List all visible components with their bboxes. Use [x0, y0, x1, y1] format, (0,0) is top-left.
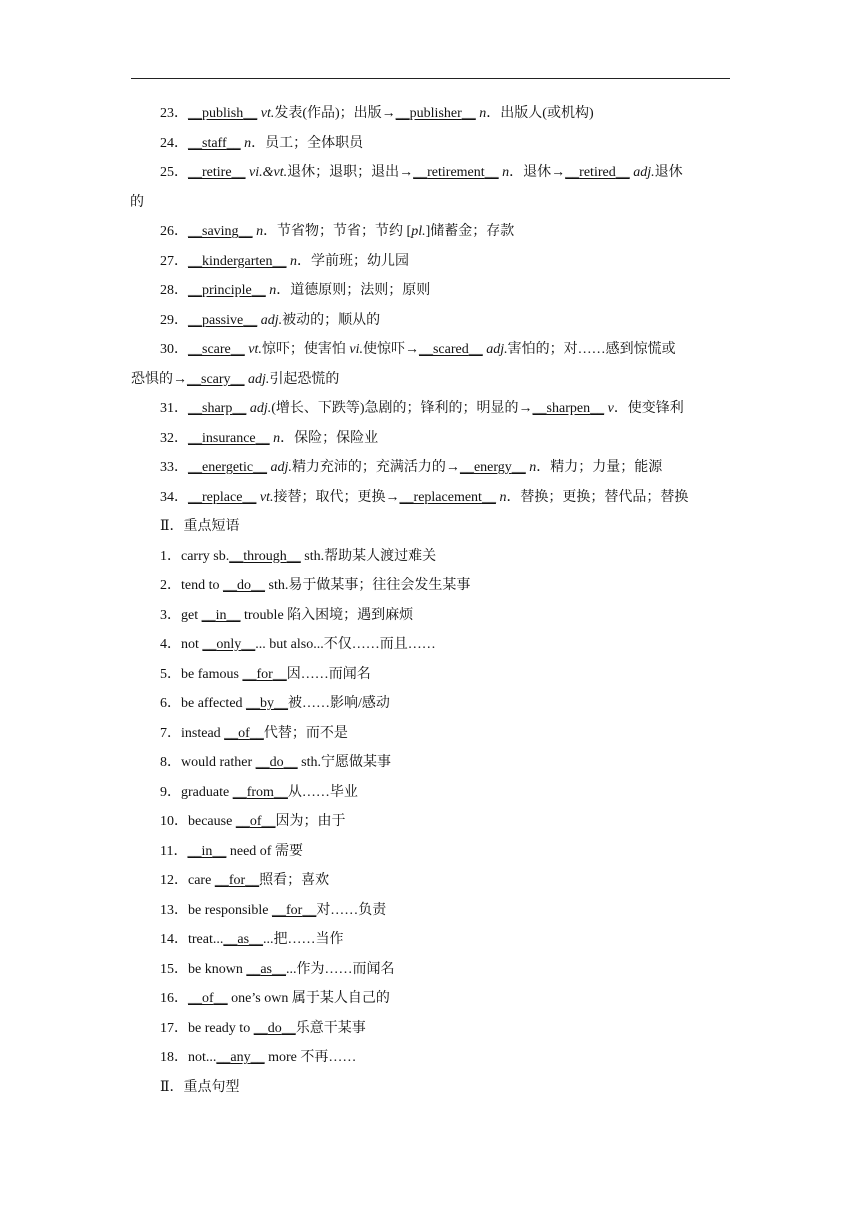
- section-heading-sentences: Ⅱ．重点句型: [160, 1079, 240, 1095]
- answer-blank: __do__: [255, 755, 298, 770]
- answer-blank: __scary__: [187, 371, 245, 387]
- answer-blank: __for__: [214, 873, 260, 888]
- answer-blank: __of__: [224, 725, 264, 741]
- vocab-item-34: 34．__replace__ vt.接替；取代；更换→__replacement__ n．替换；更换；替代品；替换: [160, 489, 689, 505]
- phrase-item: 6．be affected __by__被……影响/感动: [160, 696, 390, 711]
- answer-blank: __of__: [235, 814, 276, 829]
- section-heading-phrases: Ⅱ．重点短语: [160, 519, 240, 534]
- phrase-item: 7．instead __of__代替；而不是: [160, 725, 348, 741]
- answer-blank: __for__: [271, 902, 317, 918]
- answer-blank: __energetic__: [188, 460, 268, 475]
- answer-blank: __of__: [188, 991, 228, 1006]
- phrase-item: 12．care __for__照看；喜欢: [160, 873, 330, 888]
- phrase-item: 15．be known __as__...作为……而闻名: [160, 961, 395, 977]
- phrase-item: 1．carry sb.__through__ sth.帮助某人渡过难关: [160, 548, 437, 564]
- vocab-item-25: 25．__retire__ vi.&vt.退休；退职；退出→__retirement__ n．退休→__retired__ adj.退休: [160, 165, 683, 180]
- phrase-item: 2．tend to __do__ sth.易于做某事；往往会发生某事: [160, 578, 471, 593]
- vocab-item-23: 23．__publish__ vt.发表(作品)；出版→__publisher__ n．出版人(或机构): [160, 106, 594, 121]
- answer-blank: __through__: [229, 548, 301, 564]
- vocab-item-29: 29．__passive__ adj.被动的；顺从的: [160, 312, 381, 328]
- vocab-item-28: 28．__principle__ n．道德原则；法则；原则: [160, 283, 431, 298]
- phrase-item: 11．__in__ need of 需要: [160, 843, 303, 859]
- answer-blank: __do__: [253, 1020, 296, 1036]
- answer-blank: __sharp__: [188, 401, 247, 416]
- answer-blank: __retired__: [565, 165, 630, 180]
- phrase-item: 14．treat...__as__...把……当作: [160, 932, 344, 947]
- vocab-item-27: 27．__kindergarten__ n．学前班；幼儿园: [160, 253, 409, 269]
- answer-blank: __replacement__: [399, 489, 496, 505]
- answer-blank: __in__: [187, 843, 227, 859]
- phrase-item: 10．because __of__因为；由于: [160, 814, 346, 829]
- answer-blank: __only__: [202, 637, 256, 652]
- vocab-item-26: 26．__saving__ n．节省物；节省；节约 [pl.]储蓄金；存款: [160, 224, 515, 239]
- phrase-item: 3．get __in__ trouble 陷入困境；遇到麻烦: [160, 607, 414, 623]
- vocab-item-31: 31．__sharp__ adj.(增长、下跌等)急剧的；锋利的；明显的→__sharpen__ v．使变锋利: [160, 401, 684, 416]
- page-content: [131, 99, 731, 1102]
- answer-blank: __publish__: [188, 106, 258, 121]
- answer-blank: __retirement__: [413, 165, 499, 180]
- answer-blank: __insurance__: [188, 430, 270, 446]
- header-rule: [131, 78, 730, 79]
- phrase-item: 17．be ready to __do__乐意干某事: [160, 1020, 366, 1036]
- answer-blank: __scare__: [188, 342, 245, 357]
- phrase-item: 16．__of__ one’s own 属于某人自己的: [160, 991, 390, 1006]
- phrase-item: 18．not...__any__ more 不再……: [160, 1050, 357, 1065]
- answer-blank: __energy__: [459, 460, 526, 475]
- answer-blank: __scared__: [418, 342, 483, 357]
- answer-blank: __any__: [216, 1050, 265, 1065]
- answer-blank: __replace__: [188, 489, 257, 505]
- answer-blank: __kindergarten__: [188, 253, 287, 269]
- answer-blank: __passive__: [188, 312, 258, 328]
- answer-blank: __staff__: [188, 135, 241, 151]
- answer-blank: __for__: [242, 666, 287, 682]
- answer-blank: __as__: [246, 961, 286, 977]
- vocab-item-24: 24．__staff__ n．员工；全体职员: [160, 135, 364, 151]
- vocab-item-30-continued: 恐惧的→__scary__ adj.引起恐慌的: [131, 371, 340, 387]
- vocab-item-32: 32．__insurance__ n．保险；保险业: [160, 430, 379, 446]
- answer-blank: __publisher__: [395, 106, 476, 121]
- phrase-item: 4．not __only__... but also...不仅……而且……: [160, 637, 436, 652]
- phrase-list: [131, 542, 731, 1073]
- answer-blank: __saving__: [188, 224, 253, 239]
- phrase-item: 5．be famous __for__因……而闻名: [160, 666, 371, 682]
- answer-blank: __as__: [223, 932, 264, 947]
- answer-blank: __retire__: [188, 165, 246, 180]
- phrase-item: 13．be responsible __for__对……负责: [160, 902, 387, 918]
- phrase-item: 9．graduate __from__从……毕业: [160, 784, 358, 800]
- answer-blank: __do__: [223, 578, 265, 593]
- phrase-item: 8．would rather __do__ sth.宁愿做某事: [160, 755, 391, 770]
- answer-blank: __by__: [246, 696, 289, 711]
- vocab-item-33: 33．__energetic__ adj.精力充沛的；充满活力的→__energy__ n．精力；力量；能源: [160, 460, 663, 475]
- vocab-item-30: 30．__scare__ vt.惊吓；使害怕 vi.使惊吓→__scared__ adj.害怕的；对……感到惊慌或: [160, 342, 676, 357]
- answer-blank: __sharpen__: [532, 401, 605, 416]
- vocab-item-25-continued: 的: [130, 194, 144, 210]
- answer-blank: __in__: [201, 607, 241, 623]
- answer-blank: __principle__: [188, 283, 266, 298]
- answer-blank: __from__: [232, 784, 288, 800]
